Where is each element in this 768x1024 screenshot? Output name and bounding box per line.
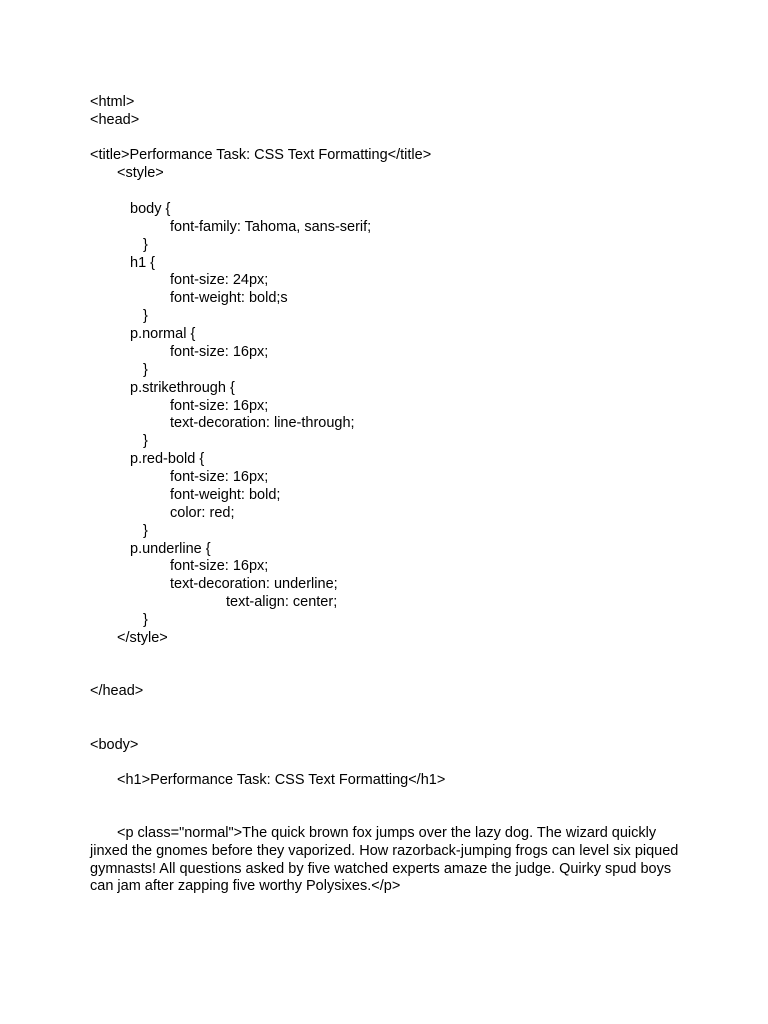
code-line: }	[143, 237, 148, 253]
code-line: text-align: center;	[226, 594, 338, 610]
code-line: font-size: 24px;	[170, 272, 269, 288]
code-line: <title>Performance Task: CSS Text Formatting</title>	[90, 147, 432, 163]
code-line: font-size: 16px;	[170, 558, 269, 574]
code-line: font-size: 16px;	[170, 469, 269, 485]
code-line: p.red-bold {	[130, 451, 205, 467]
code-line: </style>	[117, 630, 168, 646]
code-line: }	[143, 308, 148, 324]
code-line: p.underline {	[130, 541, 211, 557]
code-line: }	[143, 433, 148, 449]
code-line: <head>	[90, 112, 140, 128]
code-line: }	[143, 362, 148, 378]
code-line: <h1>Performance Task: CSS Text Formatting</h1>	[117, 772, 446, 788]
code-line: font-family: Tahoma, sans-serif;	[170, 219, 372, 235]
code-line: color: red;	[170, 505, 235, 521]
paragraph-block	[90, 825, 690, 896]
code-line: p.strikethrough {	[130, 380, 235, 396]
code-line: body {	[130, 201, 171, 217]
code-line: font-weight: bold;	[170, 487, 281, 503]
paragraph-text: <p class="normal">The quick brown fox jumps over the lazy dog. The wizard quickly jinxed the gnomes before they vaporized. How razorback-jumping frogs can level six piqued gymnasts! All questions asked by five watched experts amaze the judge. Quirky spud boys can jam after zapping five worthy Polysixes.</p>	[90, 825, 679, 895]
code-line: font-size: 16px;	[170, 344, 269, 360]
code-line: }	[143, 523, 148, 539]
code-line: h1 {	[130, 255, 155, 271]
code-line: font-weight: bold;s	[170, 290, 288, 306]
code-line: text-decoration: underline;	[170, 576, 338, 592]
code-line: }	[143, 612, 148, 628]
code-line: <html>	[90, 94, 135, 110]
code-line: <body>	[90, 737, 139, 753]
code-line: font-size: 16px;	[170, 398, 269, 414]
code-line: p.normal {	[130, 326, 196, 342]
code-line: text-decoration: line-through;	[170, 415, 355, 431]
code-line: </head>	[90, 683, 144, 699]
code-line: <style>	[117, 165, 164, 181]
